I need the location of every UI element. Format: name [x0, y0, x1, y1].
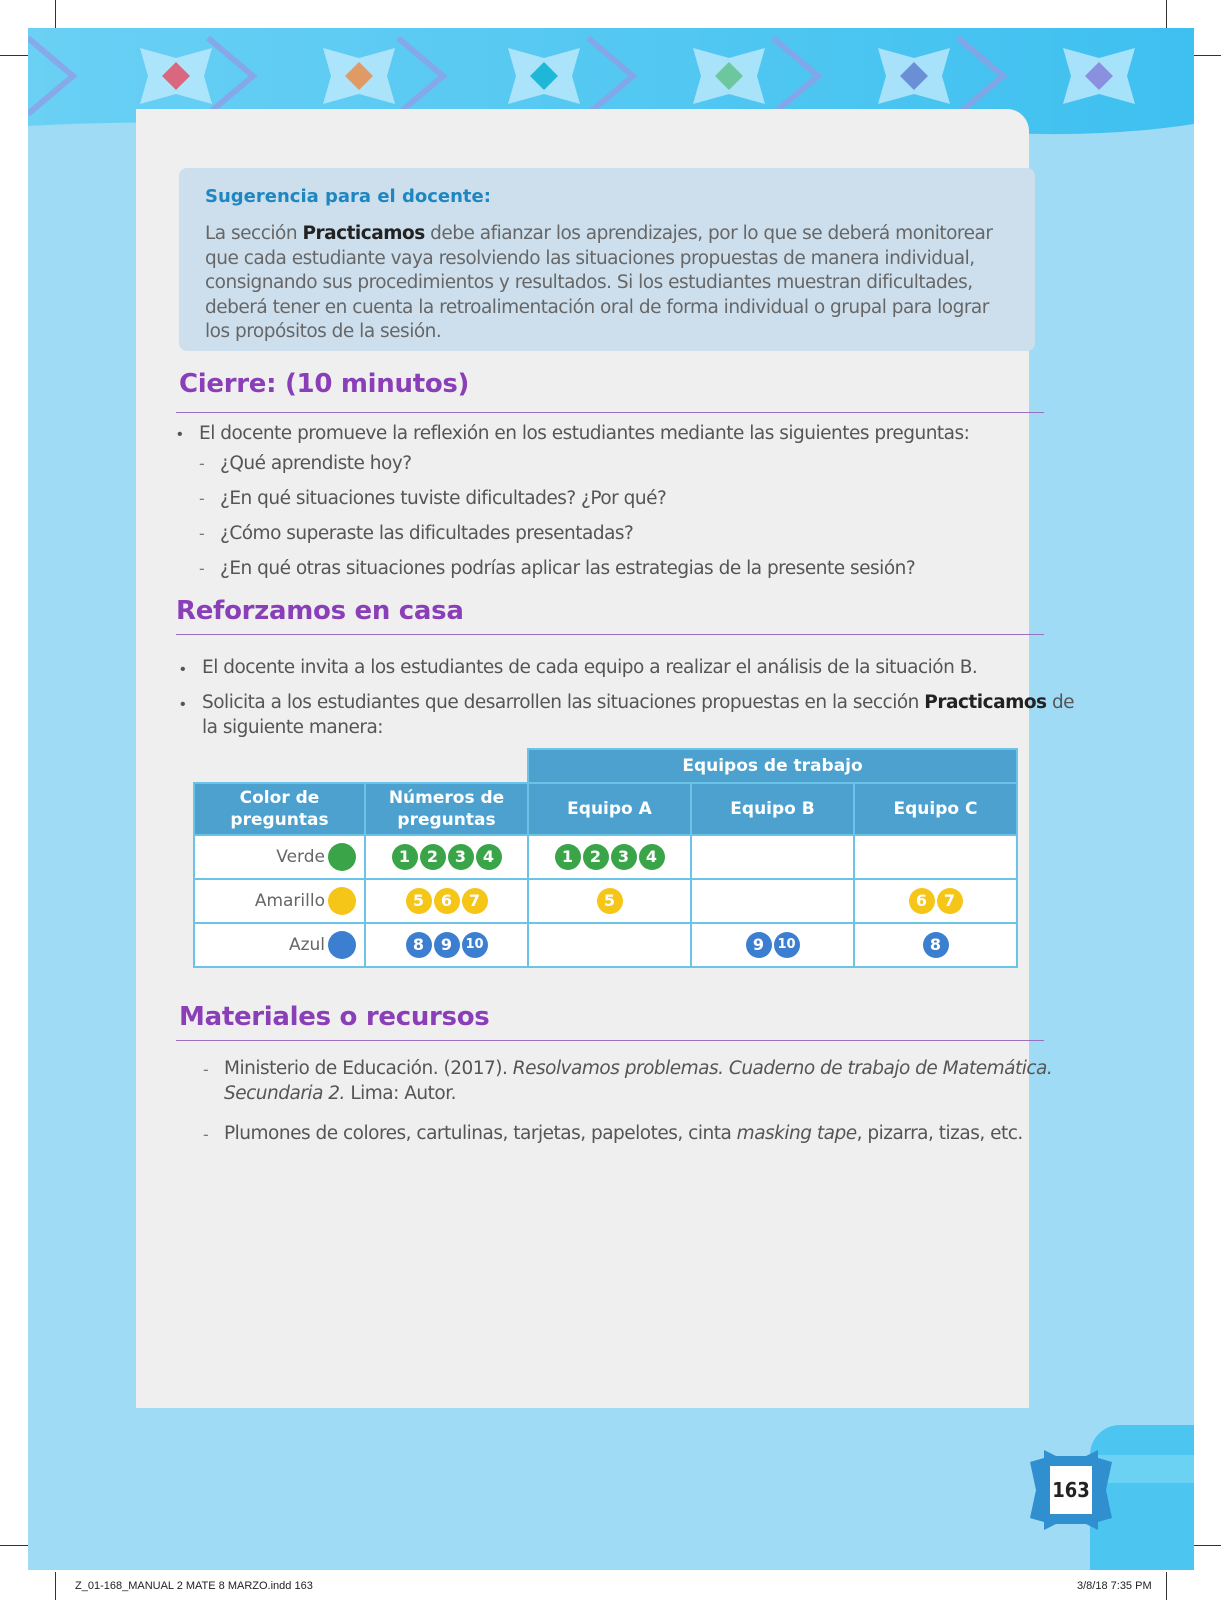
- assignment-table: [193, 748, 1018, 968]
- reforzamos-bullet-line2: la siguiente manera:: [202, 717, 384, 738]
- dash-icon: -: [199, 454, 205, 473]
- item-text: Lima: Autor.: [344, 1083, 456, 1104]
- tip-body-text: debe afianzar los aprendizajes, por lo que se deberá monitorear que cada estudiante vaya resolviendo las situaciones propuestas de manera individual, consignando sus procedimientos y resultados. Si los estudiantes muestran dificultades, deberá tener en cuenta la retroalimentación oral de forma individual o grupal para lograr los propósitos de la sesión.: [205, 223, 993, 343]
- dash-icon: -: [203, 1125, 209, 1144]
- table-blank-cell: [194, 749, 365, 783]
- tip-body-text: La sección: [205, 223, 303, 244]
- item-text: Ministerio de Educación. (2017).: [224, 1058, 513, 1079]
- question-number-badge: 10: [462, 932, 488, 958]
- crop-mark: [0, 1545, 28, 1546]
- cierre-question: ¿Qué aprendiste hoy?: [220, 453, 412, 474]
- reforzamos-rule: [176, 634, 1044, 635]
- equipo-b-cell: [691, 835, 854, 879]
- table-row: [194, 923, 1017, 967]
- cierre-intro: El docente promueve la reflexión en los estudiantes mediante las siguientes preguntas:: [199, 423, 970, 444]
- crop-mark: [1166, 1572, 1167, 1600]
- dash-icon: -: [203, 1060, 209, 1079]
- tip-body-bold: Practicamos: [302, 223, 425, 244]
- color-cell: [194, 879, 365, 923]
- numbers-cell: [365, 835, 528, 879]
- reforzamos-bullet: [202, 690, 1074, 715]
- equipo-c-cell: [854, 923, 1017, 967]
- crop-mark: [1194, 1545, 1221, 1546]
- cierre-question: ¿En qué otras situaciones podrías aplicar las estrategias de la presente sesión?: [220, 558, 916, 579]
- color-dot-icon: [328, 931, 356, 959]
- cierre-rule: [176, 412, 1044, 413]
- question-number-badge: 9: [746, 932, 772, 958]
- question-number-badge: 10: [774, 932, 800, 958]
- bullet-text: Solicita a los estudiantes que desarrollen las situaciones propuestas en la sección: [202, 692, 925, 713]
- equipo-b-cell: [691, 923, 854, 967]
- reforzamos-bullet: El docente invita a los estudiantes de cada equipo a realizar el análisis de la situación B.: [202, 657, 978, 678]
- bullet-icon: •: [177, 426, 183, 443]
- footer-date: 3/8/18 7:35 PM: [1077, 1580, 1152, 1592]
- materiales-item: [224, 1121, 1023, 1146]
- col-header-equipo-a: Equipo A: [528, 783, 691, 835]
- color-label: Verde: [276, 847, 325, 867]
- crop-mark: [55, 1572, 56, 1600]
- question-number-badge: 3: [448, 844, 474, 870]
- col-header-equipo-c: Equipo C: [854, 783, 1017, 835]
- question-number-badge: 5: [597, 888, 623, 914]
- color-cell: [194, 835, 365, 879]
- col-header-equipo-b: Equipo B: [691, 783, 854, 835]
- question-number-badge: 5: [406, 888, 432, 914]
- question-number-badge: 6: [434, 888, 460, 914]
- color-label: Azul: [288, 935, 325, 955]
- equipo-a-cell: [528, 835, 691, 879]
- question-number-badge: 2: [420, 844, 446, 870]
- bullet-icon: •: [180, 661, 186, 678]
- bullet-text: de: [1046, 692, 1075, 713]
- equipo-a-cell: [528, 923, 691, 967]
- materiales-rule: [176, 1040, 1044, 1041]
- crop-mark: [55, 0, 56, 28]
- question-number-badge: 3: [611, 844, 637, 870]
- question-number-badge: 7: [937, 888, 963, 914]
- numbers-cell: [365, 923, 528, 967]
- question-number-badge: 7: [462, 888, 488, 914]
- equipo-c-cell: [854, 835, 1017, 879]
- cierre-question: ¿En qué situaciones tuviste dificultades? ¿Por qué?: [220, 488, 667, 509]
- bullet-bold: Practicamos: [924, 692, 1047, 713]
- materiales-item-line2: [224, 1081, 456, 1106]
- question-number-badge: 9: [434, 932, 460, 958]
- equipo-a-cell: [528, 879, 691, 923]
- question-number-badge: 6: [909, 888, 935, 914]
- materiales-heading: Materiales o recursos: [179, 1002, 490, 1032]
- item-italic: masking tape: [736, 1123, 857, 1144]
- cierre-question: ¿Cómo superaste las dificultades presentadas?: [220, 523, 634, 544]
- question-number-badge: 4: [639, 844, 665, 870]
- question-number-badge: 1: [555, 844, 581, 870]
- dash-icon: -: [199, 524, 205, 543]
- question-number-badge: 2: [583, 844, 609, 870]
- color-label: Amarillo: [254, 891, 325, 911]
- tip-title: Sugerencia para el docente:: [205, 186, 491, 207]
- item-text: Plumones de colores, cartulinas, tarjetas, papelotes, cinta: [224, 1123, 737, 1144]
- numbers-cell: [365, 879, 528, 923]
- crop-mark: [1166, 0, 1167, 28]
- page-number-badge: [1030, 1450, 1112, 1535]
- crop-mark: [0, 55, 28, 56]
- dash-icon: -: [199, 559, 205, 578]
- table-row: [194, 835, 1017, 879]
- crop-mark: [1194, 55, 1221, 56]
- col-header-color: Color de preguntas: [194, 783, 365, 835]
- cierre-heading: Cierre: (10 minutos): [179, 369, 470, 399]
- col-header-numbers: Números de preguntas: [365, 783, 528, 835]
- equipo-b-cell: [691, 879, 854, 923]
- tip-body: [205, 222, 995, 345]
- materiales-item: [224, 1056, 1052, 1081]
- item-text: , pizarra, tizas, etc.: [856, 1123, 1023, 1144]
- question-number-badge: 8: [923, 932, 949, 958]
- question-number-badge: 4: [476, 844, 502, 870]
- question-number-badge: 8: [406, 932, 432, 958]
- group-header: Equipos de trabajo: [528, 749, 1017, 783]
- bullet-icon: •: [180, 696, 186, 713]
- color-dot-icon: [328, 843, 356, 871]
- item-italic: Secundaria 2.: [224, 1083, 345, 1104]
- reforzamos-heading: Reforzamos en casa: [176, 596, 464, 626]
- color-cell: [194, 923, 365, 967]
- color-dot-icon: [328, 887, 356, 915]
- table-blank-cell: [365, 749, 528, 783]
- item-italic: Resolvamos problemas. Cuaderno de trabajo de Matemática.: [512, 1058, 1053, 1079]
- page-number: 163: [1052, 1478, 1090, 1502]
- equipo-c-cell: [854, 879, 1017, 923]
- table-row: [194, 879, 1017, 923]
- footer-file: Z_01-168_MANUAL 2 MATE 8 MARZO.indd 163: [75, 1580, 313, 1592]
- dash-icon: -: [199, 489, 205, 508]
- question-number-badge: 1: [392, 844, 418, 870]
